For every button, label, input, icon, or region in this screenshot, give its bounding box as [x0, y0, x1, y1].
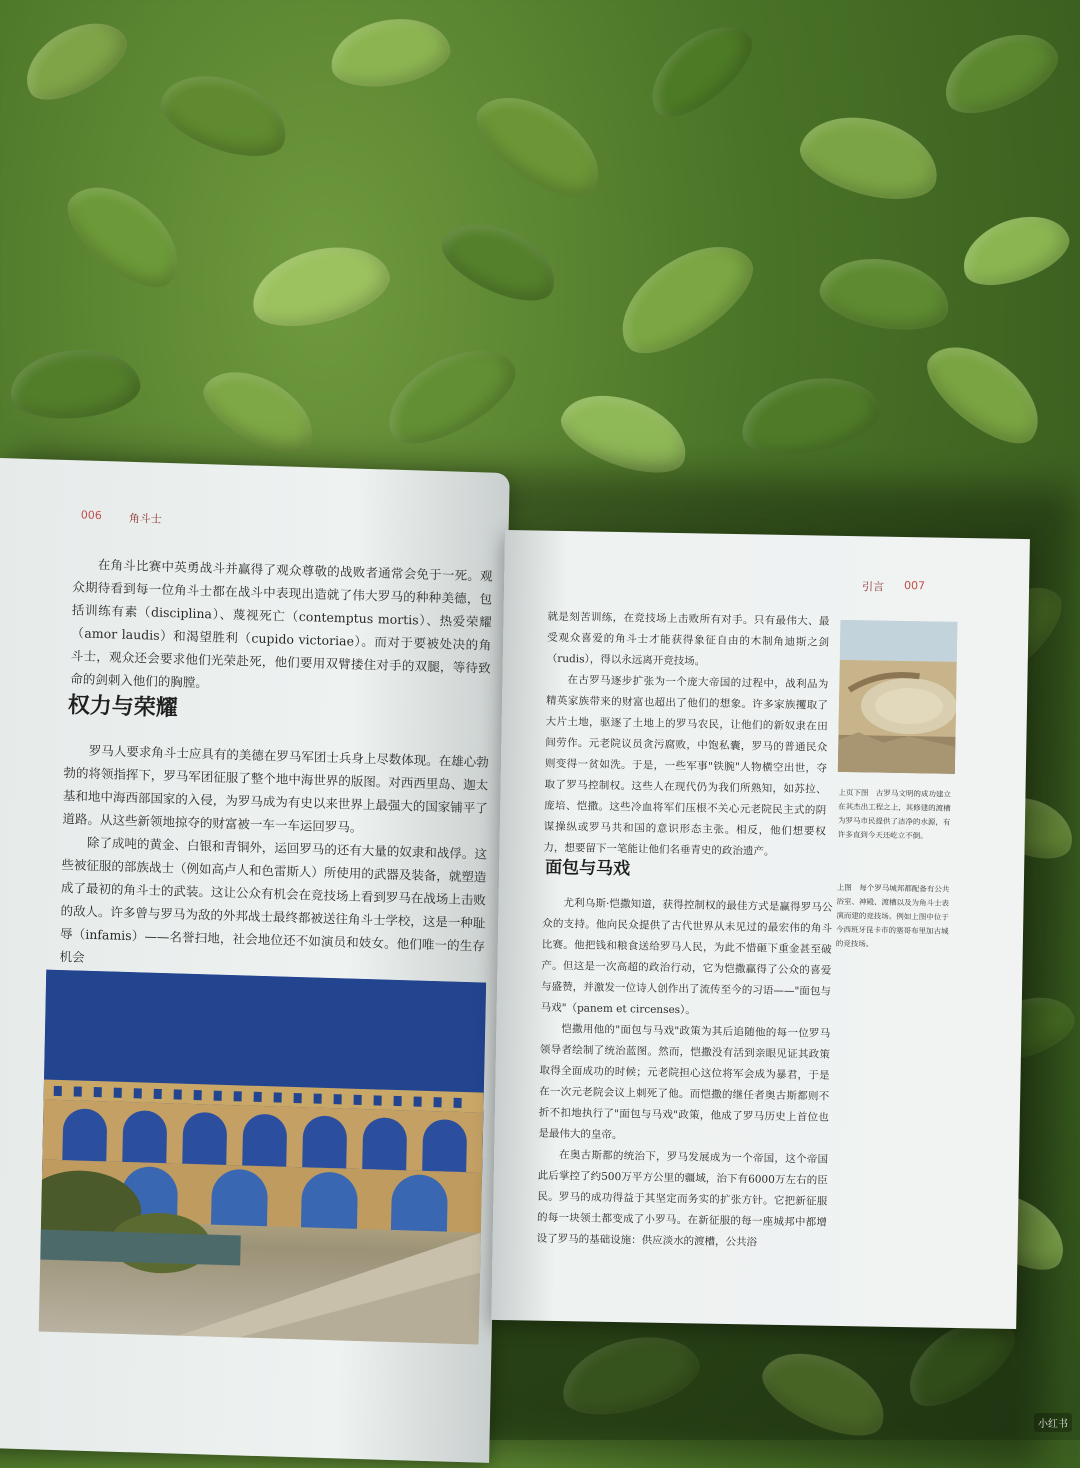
- left-page: [0, 458, 510, 1463]
- section-heading-power: 权力与荣耀: [67, 693, 179, 722]
- paragraph-continued: 就是刻苦训练，在竞技场上击败所有对手。只有最伟大、最受观众喜爱的角斗士才能获得象征自由的木制角迪斯之剑（rudis），得以永远离开竞技场。: [546, 610, 830, 668]
- paragraph-bread-3: 在奥古斯都的统治下，罗马发展成为一个帝国，这个帝国此后掌控了约500万平方公里的疆域，治下有6000万左右的臣民。罗马的成功得益于其坚定而务实的扩张方针。它把新征服的每一块领土都变成了小罗马。在新征服的每一座城邦中都增设了罗马的基础设施：供应淡水的渡槽，公共浴: [536, 1149, 829, 1249]
- paragraph-bread-1: 尤利乌斯·恺撒知道，获得控制权的最佳方式是赢得罗马公众的支持。他向民众提供了古代世界从未见过的最宏伟的角斗比赛。他把钱和粮食送给罗马人民，为此不惜砸下重金甚至破产。但这是一次高超的政治行动，它为恺撒赢得了公众的喜爱与盛赞，并激发一位诗人创作出了流传至今的习语——"面包与马戏"（panem et circenses）。: [540, 897, 833, 1017]
- intro-paragraph: 在角斗比赛中英勇战斗并赢得了观众尊敬的战败者通常会免于一死。观众期待看到每一位角斗士都在战斗中表现出造就了伟大罗马的种种美德，包括训练有素（disciplina）、蔑视死亡（contemptus mortis）、热爱荣耀（amor laudis）和渴望胜利（cupido victoriae）。而对于要被处决的角斗士，观众还会要求他们光荣赴死，他们要用双臂搂住对手的双腿，等待致命的剑刺入他们的胸膛。: [70, 556, 493, 691]
- left-body-text: [59, 738, 489, 981]
- paragraph-power-2: 除了成吨的黄金、白银和青铜外，运回罗马的还有大量的奴隶和战俘。这些被征服的部族战士（例如高卢人和色雷斯人）所使用的武器及装备，就塑造成了最初的角斗士的武装。这让公众有机会在竞技场上看到罗马在战场上击败的敌人。许多曾与罗马为敌的外邦战士最终都被送往角斗士学校，这是一种耻辱（infamis）——名誉扫地，社会地位还不如演员和妓女。他们唯一的生存机会: [59, 834, 487, 965]
- caption-arena: 上图 每个罗马城邦都配备有公共浴室、神殿、渡槽以及为角斗士表演而建的竞技场。例如上图中位于今西班牙昆卡市的塞哥布里加古城的竞技场。: [835, 882, 950, 949]
- section-heading-bread-circus: 面包与马戏: [544, 857, 631, 880]
- left-running-title: 角斗士: [128, 511, 162, 526]
- right-body-text-top: [543, 607, 829, 864]
- left-intro-text: [70, 552, 493, 702]
- paragraph-empire-1: 在古罗马逐步扩张为一个庞大帝国的过程中，战利品为精英家族带来的财富也超出了他们的想象。许多家族攫取了大片土地，驱逐了土地上的罗马农民，让他们的新奴隶在田间劳作。元老院议员贪污腐败，中饱私囊，罗马的普通民众则变得一贫如洗。于是，一些军事"铁腕"人物横空出世，夺取了罗马控制权。这些人在现代仍为我们所熟知，如苏拉、庞培、恺撒。这些冷血将军们压根不关心元老院民主式的阴谋操纵或罗马共和国的意识形态主张。相反，他们想要权力，想要留下一笔能让他们名垂青史的政治遗产。: [543, 674, 829, 858]
- paragraph-bread-2: 恺撒用他的"面包与马戏"政策为其后追随他的每一位罗马领导者绘制了统治蓝图。然而，恺撒没有活到亲眼见证其政策取得全面成功的时候；元老院担心这位将军会成为暴君，于是在一次元老院会议上刺死了他。而恺撒的继任者奥古斯都则不折不扣地执行了"面包与马戏"政策，他成了罗马历史上首位也是最伟大的皇帝。: [538, 1023, 831, 1142]
- arena-photo: [838, 620, 958, 774]
- caption-aqueduct: 上页下图 古罗马文明的成功建立在其杰出工程之上，其修建的渡槽为罗马市民提供了洁净的水源，有许多直到今天还屹立不倒。: [837, 787, 952, 841]
- paragraph-power-1: 罗马人要求角斗士应具有的美德在罗马军团士兵身上尽数体现。在雄心勃勃的将领指挥下，罗马军团征服了整个地中海世界的版图。对西西里岛、迦太基和地中海西部国家的入侵，为罗马成为有史以来世界上最强大的国家铺平了道路。从这些新领地掠夺的财富被一车一车运回罗马。: [62, 742, 489, 835]
- arena-illustration: [838, 620, 958, 774]
- right-body-text-bottom: [536, 893, 832, 1255]
- right-page-number: 007: [903, 578, 926, 593]
- watermark-logo: 小红书: [1034, 1413, 1072, 1432]
- aqueduct-illustration: [39, 970, 486, 1345]
- right-running-title: 引言: [861, 580, 885, 594]
- aqueduct-photo: [39, 970, 486, 1345]
- left-page-number: 006: [80, 508, 102, 523]
- right-page: [491, 530, 1030, 1329]
